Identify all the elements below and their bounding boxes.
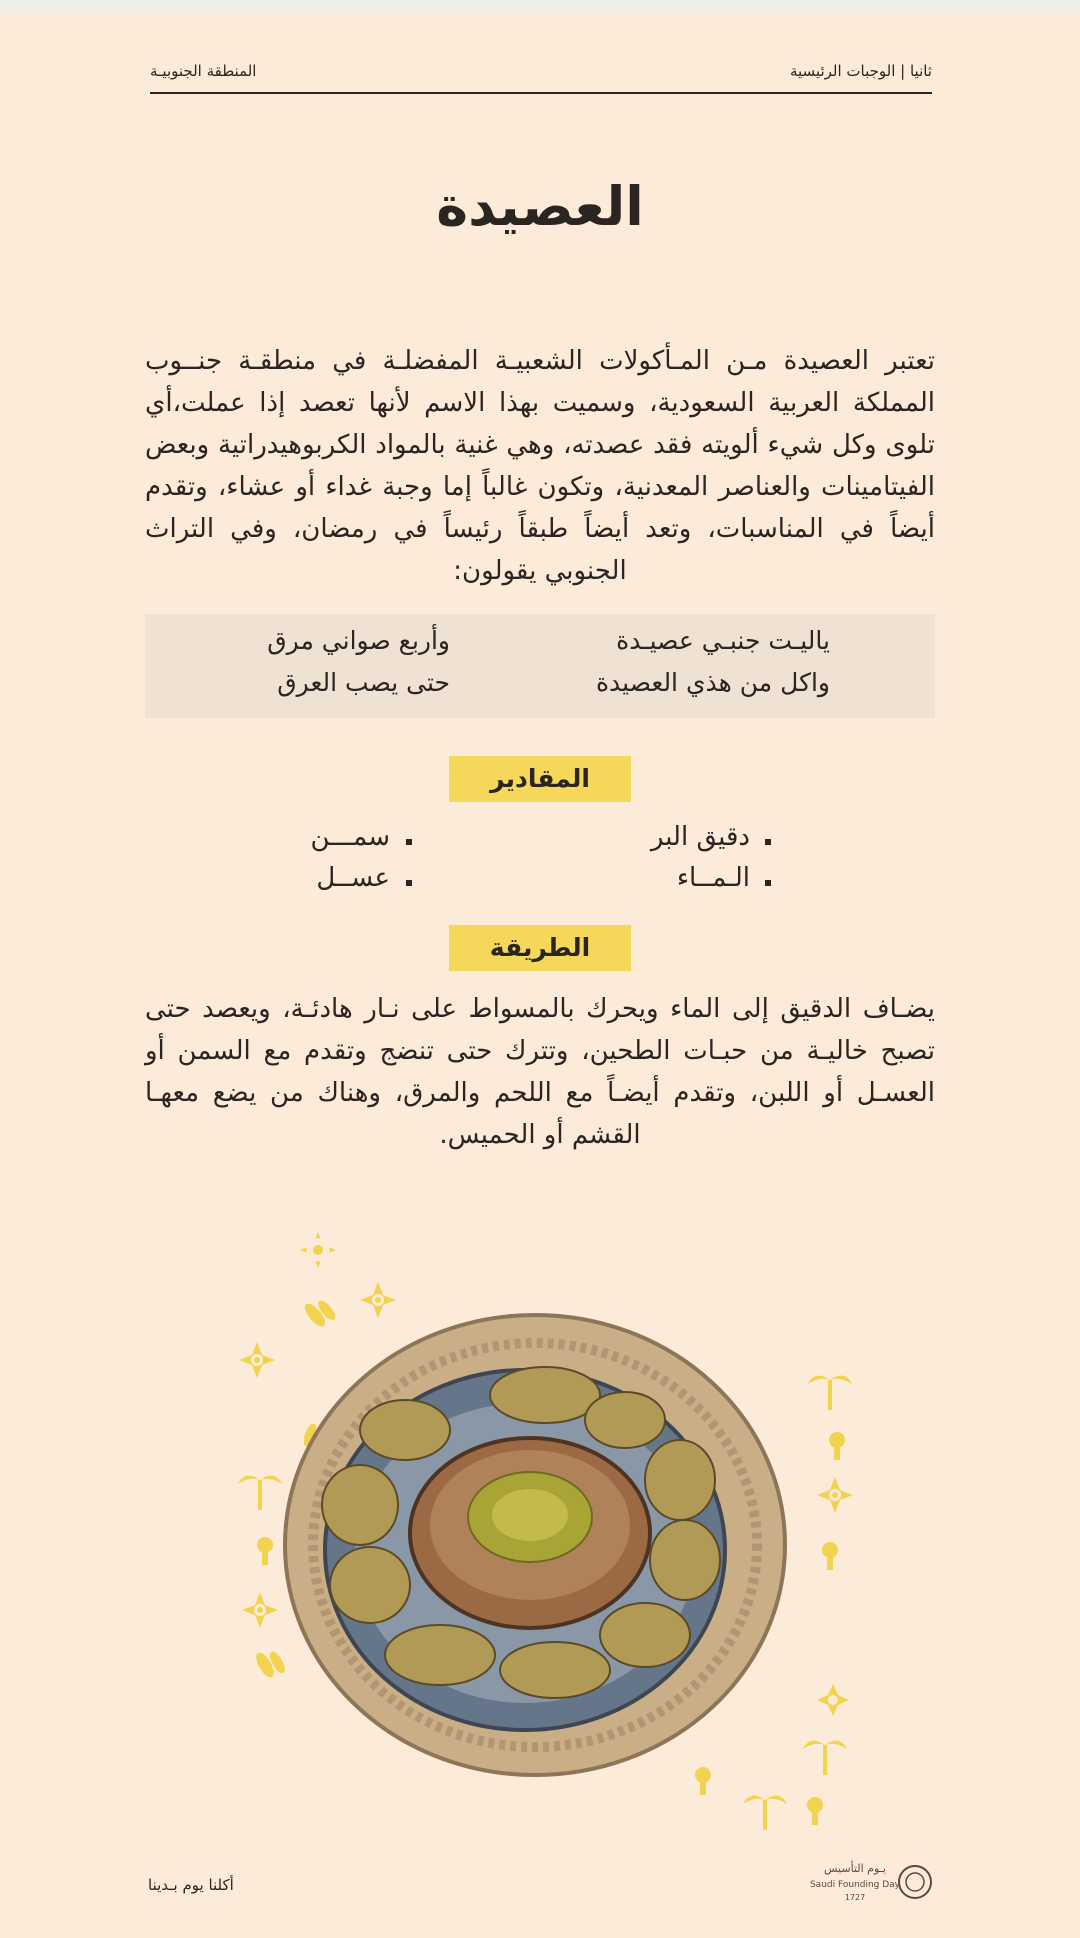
ingredient-item: الـمــاء bbox=[676, 863, 750, 893]
logo-year: 1727 bbox=[844, 1893, 866, 1902]
intro-paragraph: تعتبر العصيدة مـن المـأكولات الشعبيـة المفضلـة في منطقـة جنــوب المملكة العربية السعودية، وسميت بهذا الاسم لأنها تعصد إذا عملت،أي تلوى وكل شيء ألويته فقد عصدته، وهي غنية بالمواد الكربوهيدراتية وبعض الفيتامينات والعناصر المعدنية، وتكون غالباً إما وجبة غداء أو عشاء، وتقدم أيضاً في المناسبات، وتعد أيضاً طبقاً رئيساً في رمضان، وفي التراث الجنوبي يقولون: bbox=[145, 346, 935, 586]
dish-icon bbox=[285, 1315, 785, 1775]
bullet-icon bbox=[765, 839, 771, 845]
bullet-icon bbox=[406, 880, 412, 886]
footer-slogan: أكلنا يوم بـدينا bbox=[148, 1876, 234, 1894]
region-label: المنطقة الجنوبيـة bbox=[150, 62, 257, 80]
poem-box bbox=[145, 614, 935, 718]
poem-line-1-right: ياليـت جنبـي عصيـدة bbox=[616, 626, 830, 655]
ingredients-heading: المقادير bbox=[449, 756, 631, 802]
logo-english: Saudi Founding Day bbox=[809, 1880, 901, 1890]
ingredient-item: سمـــن bbox=[310, 822, 390, 852]
top-strip bbox=[0, 0, 1080, 14]
method-paragraph: يضـاف الدقيق إلى الماء ويحرك بالمسواط على نـار هادئـة، ويعصد حتى تصبح خاليـة من حبـات الطحين، وتترك حتى تنضج وتقدم مع السمن أو العسـل أو اللبن، وتقدم أيضـاً مع اللحم والمرق، وهناك من يضع معهـا القشم أو الحميس. bbox=[145, 994, 935, 1150]
poem-line-1-left: وأربع صواني مرق bbox=[267, 626, 450, 655]
page-header bbox=[150, 62, 932, 94]
bullet-icon bbox=[406, 839, 412, 845]
poem-line-2-right: واكل من هذي العصيدة bbox=[595, 668, 830, 697]
poem-line-2-left: حتى يصب العرق bbox=[277, 668, 450, 697]
logo-arabic: يـوم التأسيس bbox=[824, 1862, 886, 1875]
aseeda-illustration bbox=[225, 1215, 875, 1845]
bullet-icon bbox=[765, 880, 771, 886]
section-label: ثانيا | الوجبات الرئيسية bbox=[789, 62, 932, 80]
ingredient-item: دقيق البر bbox=[650, 822, 750, 852]
method-heading: الطريقة bbox=[449, 925, 631, 971]
ingredient-item: عســل bbox=[316, 863, 390, 893]
page-title: العصيدة bbox=[436, 175, 644, 238]
founding-day-logo bbox=[795, 1856, 935, 1908]
